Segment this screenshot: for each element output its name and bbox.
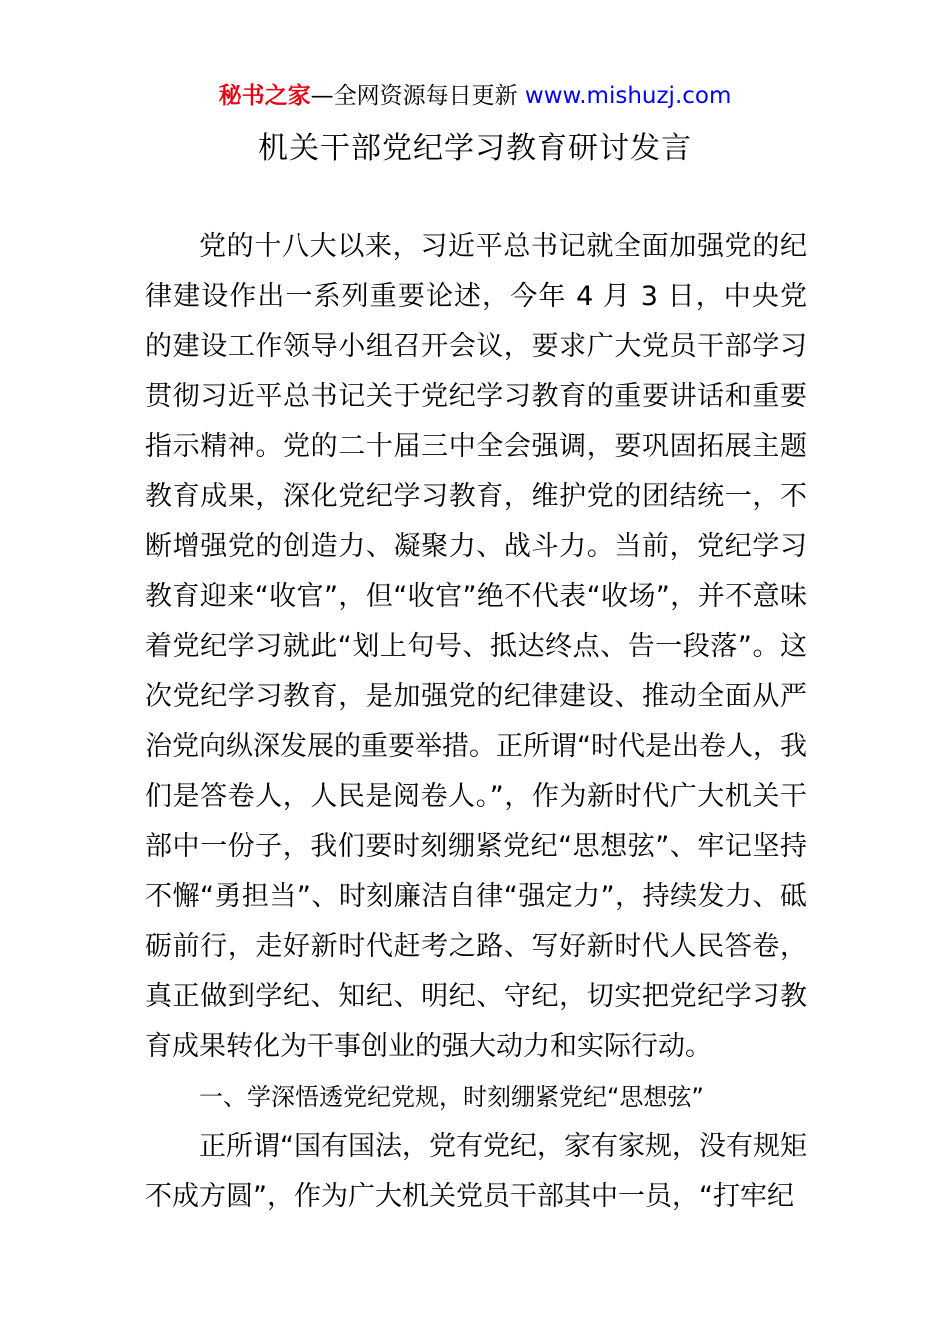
site-tagline: —全网资源每日更新	[310, 83, 518, 109]
site-header	[0, 80, 950, 112]
body-paragraph: 正所谓“国有国法，党有党纪，家有家规，没有规矩不成方圆”，作为广大机关党员干部其中一员，“打牢纪	[145, 1131, 807, 1212]
section-heading: 一、学深悟透党纪党规，时刻绷紧党纪“思想弦”	[199, 1083, 704, 1111]
body-paragraph: 党的十八大以来，习近平总书记就全面加强党的纪律建设作出一系列重要论述，今年 4 月 3 日，中央党的建设工作领导小组召开会议，要求广大党员干部学习贯彻习近平总书记关于党纪学习教育的重要讲话和重要指示精神。党的二十届三中全会强调，要巩固拓展主题教育成果，深化党纪学习教育，维护党的团结统一，不断增强党的创造力、凝聚力、战斗力。当前，党纪学习教育迎来“收官”，但“收官”绝不代表“收场”，并不意味着党纪学习就此“划上句号、抵达终点、告一段落”。这次党纪学习教育，是加强党的纪律建设、推动全面从严治党向纵深发展的重要举措。正所谓“时代是出卷人，我们是答卷人，人民是阅卷人。”，作为新时代广大机关干部中一份子，我们要时刻绷紧党纪“思想弦”、牢记坚持不懈“勇担当”、时刻廉洁自律“强定力”，持续发力、砥砺前行，走好新时代赶考之路、写好新时代人民答卷，真正做到学纪、知纪、明纪、守纪，切实把党纪学习教育成果转化为干事创业的强大动力和实际行动。	[145, 231, 807, 1062]
document-body	[145, 222, 807, 1222]
site-url-link[interactable]: www.mishuzj.com	[524, 83, 732, 109]
document-title: 机关干部党纪学习教育研讨发言	[258, 131, 692, 166]
site-brand: 秘书之家	[218, 83, 311, 109]
